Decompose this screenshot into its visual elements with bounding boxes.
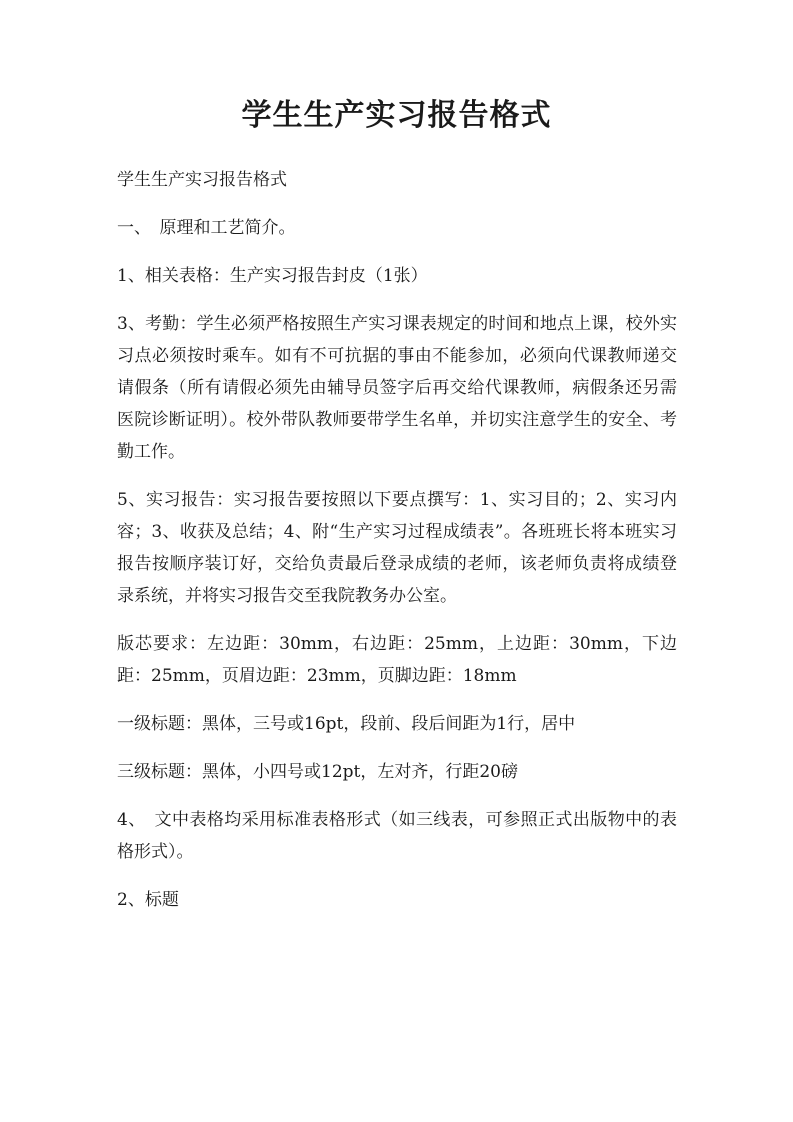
document-title: 学生生产实习报告格式	[241, 98, 552, 133]
paragraph-level-three-heading: 三级标题：黑体，小四号或12pt，左对齐，行距20磅	[117, 762, 518, 782]
paragraph-section-one: 一、 原理和工艺简介。	[117, 218, 296, 238]
paragraph-subtitle: 学生生产实习报告格式	[117, 170, 287, 190]
paragraph-level-one-heading: 一级标题：黑体，三号或16pt，段前、段后间距为1行，居中	[117, 714, 576, 734]
paragraph-tables: 4、 文中表格均采用标准表格形式（如三线表，可参照正式出版物中的表格形式）。	[117, 810, 677, 862]
document-body	[117, 164, 677, 932]
paragraph-heading: 2、标题	[117, 890, 179, 910]
paragraph-attendance: 3、考勤：学生必须严格按照生产实习课表规定的时间和地点上课，校外实习点必须按时乘车。如有不可抗据的事由不能参加，必须向代课教师递交请假条（所有请假必须先由辅导员签字后再交给代课教师，病假条还另需医院诊断证明）。校外带队教师要带学生名单，并切实注意学生的安全、考勤工作。	[117, 314, 677, 462]
paragraph-layout-requirements: 版芯要求：左边距：30mm，右边距：25mm，上边距：30mm，下边距：25mm，页眉边距：23mm，页脚边距：18mm	[117, 634, 677, 686]
paragraph-related-forms: 1、相关表格：生产实习报告封皮（1张）	[117, 266, 428, 286]
paragraph-internship-report: 5、实习报告：实习报告要按照以下要点撰写：1、实习目的；2、实习内容；3、收获及总结；4、附“生产实习过程成绩表”。各班班长将本班实习报告按顺序装订好，交给负责最后登录成绩的老师，该老师负责将成绩登录系统，并将实习报告交至我院教务办公室。	[117, 490, 677, 606]
